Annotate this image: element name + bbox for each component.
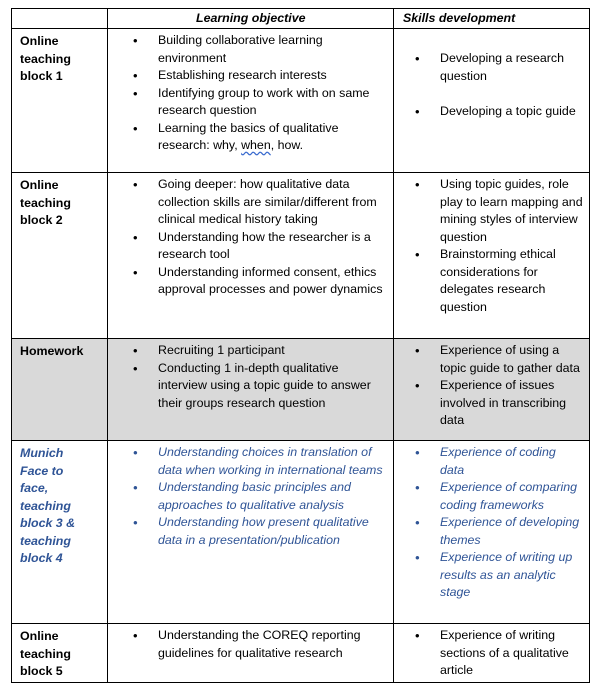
skills-cell <box>394 173 590 339</box>
header-label: Learning objective <box>196 11 306 25</box>
skills-cell <box>394 29 590 173</box>
list-item: • Understanding how the researcher is a research tool <box>158 229 387 264</box>
list-item: • Building collaborative learning environment <box>158 32 387 67</box>
row-label-cell <box>12 441 108 624</box>
table-row-block-1 <box>12 29 590 173</box>
header-label: Skills development <box>403 11 516 25</box>
row-label: Online teaching block 1 <box>20 34 71 83</box>
list-item: • Recruiting 1 participant <box>158 342 387 360</box>
list-item: • Establishing research interests <box>158 67 387 85</box>
list-item: • Using topic guides, role play to learn mapping and mining styles of interview question <box>440 176 583 246</box>
table-row-block-5 <box>12 624 590 683</box>
table-row-munich <box>12 441 590 624</box>
header-skills-development <box>394 9 590 29</box>
table-row-homework <box>12 339 590 441</box>
list-item: • Brainstorming ethical considerations for delegates research question <box>440 246 583 316</box>
objectives-cell <box>108 173 394 339</box>
list-item: • Experience of using a topic guide to gather data <box>440 342 583 377</box>
list-item: • Going deeper: how qualitative data collection skills are similar/different from clinical medical history taking <box>158 176 387 229</box>
row-label: Online teaching block 5 <box>20 629 71 678</box>
objectives-cell <box>108 624 394 683</box>
skills-cell <box>394 624 590 683</box>
row-label-cell <box>12 173 108 339</box>
header-learning-objective <box>108 9 394 29</box>
table-row-block-2 <box>12 173 590 339</box>
curriculum-table <box>11 8 590 683</box>
list-item: • Experience of coding data <box>440 444 583 479</box>
list-item: • Understanding the COREQ reporting guidelines for qualitative research <box>158 627 387 662</box>
objectives-cell <box>108 29 394 173</box>
list-item: • Learning the basics of qualitative research: why, when, how. <box>158 120 387 155</box>
list-item: • Identifying group to work with on same research question <box>158 85 387 120</box>
list-item: • Developing a research question <box>440 50 583 85</box>
row-label-cell <box>12 29 108 173</box>
list-item: • Developing a topic guide <box>440 103 583 121</box>
row-label: Online teaching block 2 <box>20 178 71 227</box>
list-item: • Conducting 1 in-depth qualitative interview using a topic guide to answer their groups research question <box>158 360 387 413</box>
list-item: • Experience of issues involved in transcribing data <box>440 377 583 430</box>
header-cell-empty <box>12 9 108 29</box>
list-item: • Understanding choices in translation of data when working in international teams <box>158 444 387 479</box>
list-item: • Experience of developing themes <box>440 514 583 549</box>
skills-cell <box>394 339 590 441</box>
header-row <box>12 9 590 29</box>
list-item: • Understanding how present qualitative data in a presentation/publication <box>158 514 387 549</box>
row-label-cell <box>12 624 108 683</box>
list-item: • Understanding informed consent, ethics approval processes and power dynamics <box>158 264 387 299</box>
list-item: • Experience of comparing coding frameworks <box>440 479 583 514</box>
list-item: • Experience of writing up results as an analytic stage <box>440 549 583 602</box>
skills-cell <box>394 441 590 624</box>
objectives-cell <box>108 339 394 441</box>
row-label: Munich Face to face, teaching block 3 & teaching block 4 <box>20 446 76 565</box>
list-item: • Experience of writing sections of a qualitative article <box>440 627 583 680</box>
row-label: Homework <box>20 344 84 358</box>
list-item: • Understanding basic principles and approaches to qualitative analysis <box>158 479 387 514</box>
row-label-cell <box>12 339 108 441</box>
objectives-cell <box>108 441 394 624</box>
